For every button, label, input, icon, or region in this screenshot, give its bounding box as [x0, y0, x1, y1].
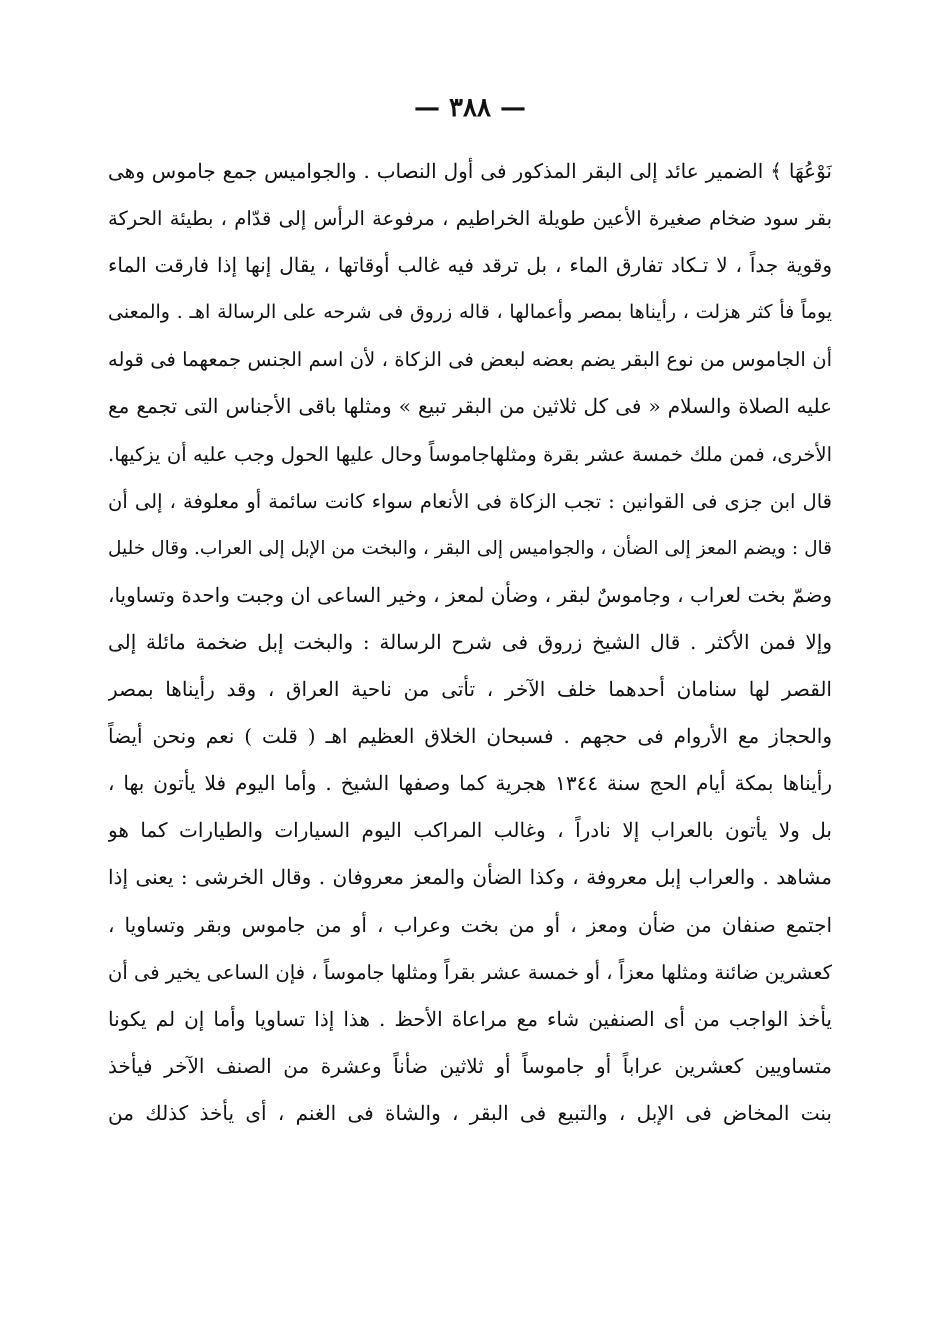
text-line: والحجاز مع الأروام فى حجهم . فسبحان الخلاق العظيم اهـ ( قلت ) نعم ونحن أيضاً: [108, 724, 832, 749]
text-line: وقوية جداً ، لا تـكاد تفارق الماء ، بل ترقد فيه غالب أوقاتها ، يقال إنها إذا فارقت الماء: [108, 253, 832, 278]
text-line: رأيناها بمكة أيام الحج سنة ١٣٤٤ هجرية كما وصفها الشيخ . وأما اليوم فلا يأتون بها ،: [108, 771, 832, 796]
text-line: وإلا فمن الأكثر . قال الشيخ زروق فى شرح الرسالة : والبخت إبل ضخمة مائلة إلى: [108, 629, 832, 654]
text-line: نَوْعُهَا ﴾ الضمير عائد إلى البقر المذكور فى أول النصاب . والجواميس جمع جاموس وهى: [108, 159, 832, 183]
text-line: بقر سود ضخام صغيرة الأعين طويلة الخراطيم ، مرفوعة الرأس إلى قدّام ، بطيئة الحركة: [108, 207, 832, 231]
text-line: الأخرى، فمن ملك خمسة عشر بقرة ومثلهاجاموساً وحال عليها الحول وجب عليه أن يزكيها.: [108, 442, 832, 466]
text-line: اجتمع صنفان من ضأن ومعز ، أو من بخت وعراب ، أو من جاموس وبقر وتساويا ،: [108, 912, 832, 937]
text-line: متساويين كعشرين عراباً أو جاموساً أو ثلاثين ضأناً وعشرة من الصنف الآخر فيأخذ: [108, 1053, 832, 1078]
page-body-text: [108, 148, 832, 1137]
text-line: القصر لها سنامان أحدهما خلف الآخر ، تأتى من ناحية العراق ، وقد رأيناها بمصر: [108, 677, 832, 702]
text-line: عليه الصلاة والسلام « فى كل ثلاثين من البقر تبيع » ومثلها باقى الأجناس التى تجمع مع: [108, 394, 832, 419]
text-line: قال : ويضم المعز إلى الضأن ، والجواميس إلى البقر ، والبخت من الإبل إلى العراب. وقال خليل: [108, 537, 832, 559]
text-line: بنت المخاض فى الإبل ، والتبيع فى البقر ، والشاة فى الغنم ، أى يأخذ كذلك من: [108, 1100, 832, 1125]
text-line: وضمّ بخت لعراب ، وجاموسٌ لبقر ، وضأن لمعز ، وخير الساعى ان وجبت واحدة وتساويا،: [108, 582, 832, 607]
text-line: كعشرين ضائنة ومثلها معزاً ، أو خمسة عشر بقراً ومثلها جاموساً ، فإن الساعى يخير فى أن: [108, 960, 832, 984]
text-line: يوماً فأ كثر هزلت ، رأيناها بمصر وأعمالها ، قاله زروق فى شرحه على الرسالة اهـ . والمعنى: [108, 301, 832, 324]
text-line: بل ولا يأتون بالعراب إلا نادراً ، وغالب المراكب اليوم السيارات والطيارات كما هو: [108, 818, 832, 843]
text-line: مشاهد . والعراب إبل معروفة ، وكذا الضأن والمعز معروفان . وقال الخرشى : يعنى إذا: [108, 865, 832, 890]
text-line: قال ابن جزى فى القوانين : تجب الزكاة فى الأنعام سواء كانت سائمة أو معلوفة ، إلى أن: [108, 489, 832, 513]
text-line: يأخذ الواجب من أى الصنفين شاء مع مراعاة الأحظ . هذا إذا تساويا وأما إن لم يكونا: [108, 1006, 832, 1031]
text-line: أن الجاموس من نوع البقر يضم بعضه لبعض فى الزكاة ، لأن اسم الجنس جمعهما فى قوله: [108, 348, 832, 372]
page-number: — ٣٨٨ —: [413, 93, 527, 123]
